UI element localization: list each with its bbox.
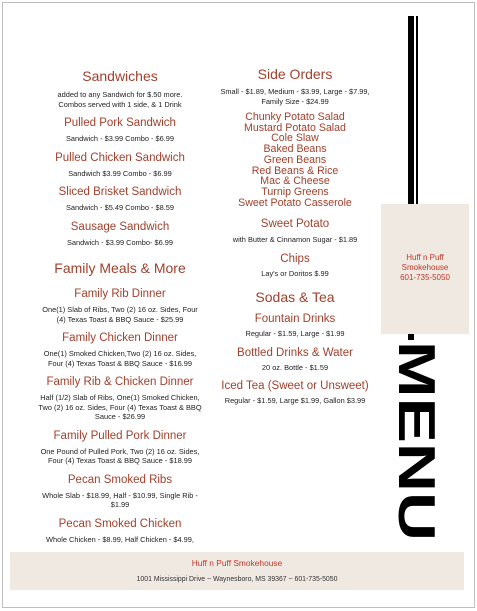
- item-desc: Half (1/2) Slab of Ribs, One(1) Smoked Chicken, Two (2) 16 oz. Sides, Four (4) Texas Toast & BBQ Sauce - $26.99: [38, 393, 202, 421]
- drink-desc: Regular - $1.59, Large - $1.99: [245, 329, 345, 339]
- item-title: Pulled Pork Sandwich: [64, 117, 176, 129]
- sandwiches-heading: Sandwiches: [82, 68, 158, 84]
- footer: [10, 552, 464, 590]
- drink-title: Fountain Drinks: [254, 313, 336, 326]
- sandwich-item: [35, 186, 205, 213]
- item-price: Sandwich - $3.99 Combo - $6.99: [65, 134, 175, 143]
- side-item: Turnip Greens: [261, 185, 329, 198]
- side-orders-prices: Small - $1.89, Medium - $3.99, Large - $7.99, Family Size - $24.99: [220, 87, 370, 106]
- family-item: [35, 332, 205, 368]
- drink-desc: 20 oz. Bottle - $1.59: [261, 362, 329, 372]
- side-list: [215, 112, 375, 208]
- item-title: Family Chicken Dinner: [62, 332, 178, 344]
- sandwich-item: [35, 117, 205, 144]
- accent-bar: [416, 16, 418, 204]
- middle-column: [215, 63, 375, 406]
- family-item: [35, 430, 205, 466]
- item-title: Sausage Sandwich: [70, 220, 170, 233]
- item-title: Sliced Brisket Sandwich: [58, 186, 182, 198]
- item-desc: One(1) Slab of Ribs, Two (2) 16 oz. Sides, Four (4) Texas Toast & BBQ Sauce - $25.99: [42, 305, 198, 324]
- chips-title: Chips: [280, 252, 310, 265]
- drink-title: Bottled Drinks & Water: [237, 346, 353, 359]
- footer-address: 1001 Mississippi Drive ~ Waynesboro, MS 39367 ~ 601-735-5050: [136, 576, 338, 583]
- family-item: [35, 518, 205, 545]
- sweet-potato-title: Sweet Potato: [260, 218, 330, 231]
- chips-desc: Lay's or Doritos $.99: [261, 268, 329, 278]
- item-title: Family Pulled Pork Dinner: [53, 429, 187, 442]
- item-desc: One(1) Smoked Chicken,Two (2) 16 oz. Sides, Four (4) Texas Toast & BBQ Sauce - $16.99: [43, 349, 197, 368]
- family-item: [35, 376, 205, 422]
- sodas-heading: Sodas & Tea: [255, 289, 335, 306]
- side-item: Baked Beans: [263, 143, 327, 156]
- footer-name: Huff n Puff Smokehouse: [191, 558, 283, 568]
- side-info-box: [381, 204, 469, 334]
- drink-title: Iced Tea (Sweet or Unsweet): [221, 380, 369, 393]
- family-meals-heading: Family Meals & More: [54, 260, 186, 276]
- menu-vertical-word: [387, 341, 445, 541]
- sandwich-item: [35, 221, 205, 248]
- drink-desc: Regular - $1.59, Large $1.99, Gallon $3.99: [224, 396, 366, 406]
- menu-word-text: MENU: [387, 341, 445, 495]
- side-item: Mustard Potato Salad: [244, 121, 346, 134]
- sweet-potato-desc: with Butter & Cinnamon Sugar - $1.89: [232, 235, 358, 245]
- side-item: Sweet Potato Casserole: [238, 196, 352, 209]
- family-item: [35, 288, 205, 324]
- item-price: Sandwich - $5.49 Combo - $8.59: [65, 203, 175, 212]
- accent-bar: [408, 16, 414, 204]
- item-price: Sandwich - $3.99 Combo- $6.99: [67, 237, 173, 247]
- side-item: Red Beans & Rice: [251, 164, 339, 177]
- item-desc: Whole Slab - $18.99, Half - $10.99, Single Rib - $1.99: [42, 490, 198, 509]
- side-orders-heading: Side Orders: [257, 66, 333, 82]
- side-box-line: 601-735-5050: [400, 273, 450, 282]
- item-title: Pulled Chicken Sandwich: [55, 151, 185, 164]
- item-title: Family Rib & Chicken Dinner: [46, 376, 194, 388]
- item-title: Family Rib Dinner: [74, 288, 166, 300]
- item-price: Sandwich $3.99 Combo - $6.99: [68, 168, 172, 178]
- item-desc: Whole Chicken - $8.99, Half Chicken - $4.99,: [46, 534, 194, 544]
- item-desc: One Pound of Pulled Pork, Two (2) 16 oz. Sides, Four (4) Texas Toast & BBQ Sauce - $18.99: [40, 446, 200, 465]
- sandwiches-note: added to any Sandwich for $.50 more. Combos served with 1 side, & 1 Drink: [57, 90, 183, 109]
- side-item: Green Beans: [263, 153, 327, 166]
- accent-bar: [408, 334, 414, 340]
- menu-page: [2, 2, 475, 608]
- sandwich-item: [35, 152, 205, 179]
- side-box-line: Smokehouse: [401, 263, 449, 272]
- item-title: Pecan Smoked Chicken: [58, 517, 182, 530]
- side-item: Mac & Cheese: [260, 175, 330, 188]
- side-item: Cole Slaw: [271, 132, 319, 145]
- left-column: [35, 63, 205, 588]
- item-title: Pecan Smoked Ribs: [67, 473, 173, 486]
- side-item: Chunky Potato Salad: [245, 111, 345, 123]
- side-box-line: Huff n Puff: [406, 253, 444, 262]
- family-item: [35, 474, 205, 510]
